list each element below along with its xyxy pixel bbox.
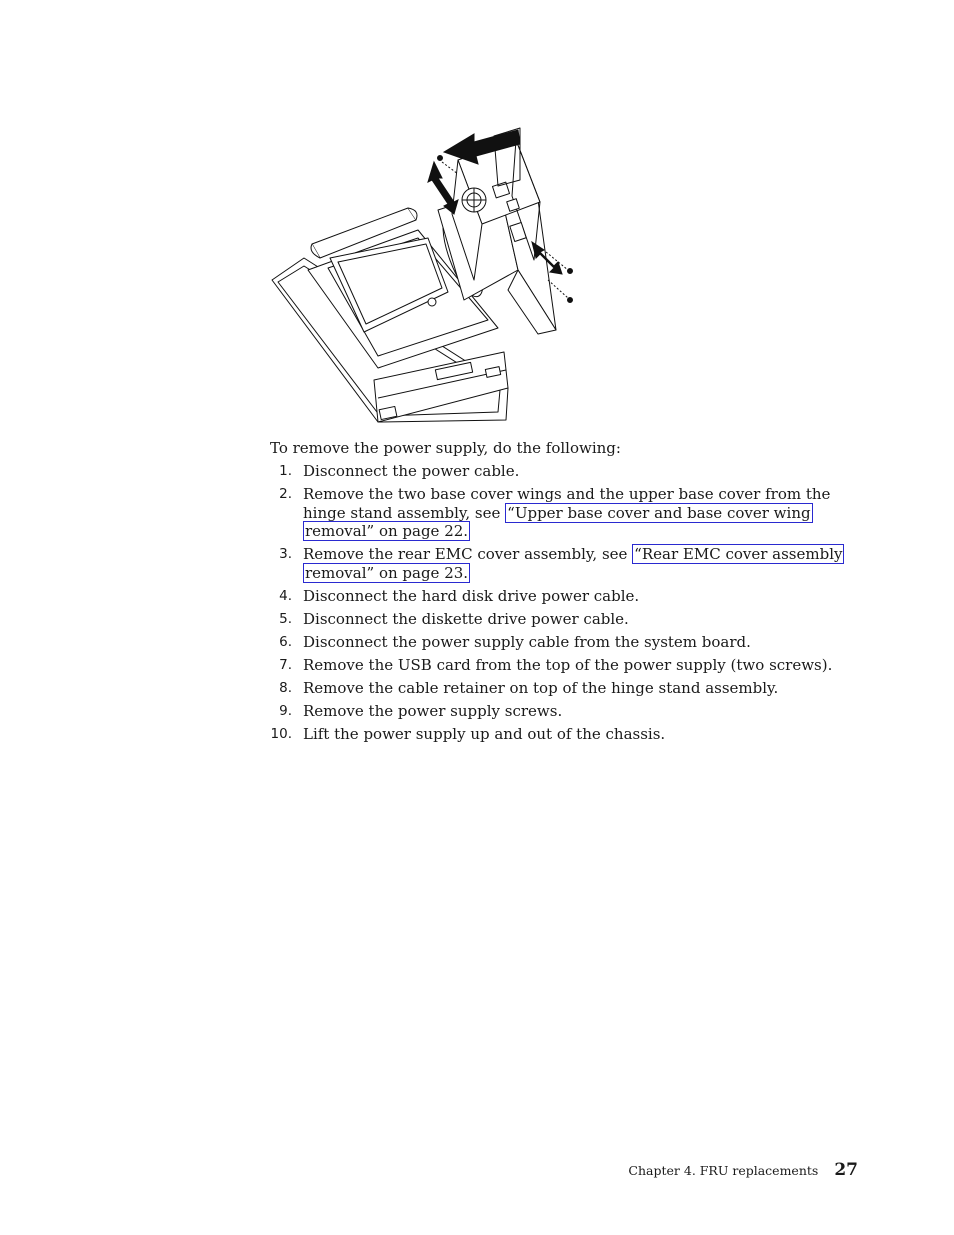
step-item	[270, 725, 870, 744]
power-supply-removal-illustration	[268, 120, 588, 438]
step-text-before-link: Remove the two base cover wings and the upper base cover from the hinge stand assembly, see	[303, 485, 831, 522]
step-text: Lift the power supply up and out of the chassis.	[303, 724, 666, 743]
page-number: 27	[834, 1160, 858, 1180]
step-item	[270, 633, 870, 652]
step-number: 1.	[279, 463, 292, 479]
xref-link-rear-emc-cover[interactable]: “Rear EMC cover assembly removal” on page 23.	[305, 545, 843, 582]
page-footer	[628, 1160, 858, 1180]
step-number: 10.	[270, 725, 292, 742]
footer-chapter-title: Chapter 4. FRU replacements	[628, 1163, 819, 1178]
step-item	[270, 679, 870, 698]
step-text: Disconnect the power supply cable from the system board.	[303, 632, 751, 651]
step-item	[270, 702, 870, 721]
step-text: Disconnect the diskette drive power cable.	[303, 609, 629, 628]
step-item	[270, 610, 870, 629]
screw	[568, 269, 573, 274]
step-item	[270, 462, 870, 481]
step-number: 9.	[279, 702, 292, 719]
xref-link-upper-base-cover[interactable]: “Upper base cover and base cover wing removal” on page 22.	[305, 503, 811, 540]
step-text: Disconnect the power cable.	[303, 462, 520, 480]
step-text: Disconnect the hard disk drive power cable.	[303, 586, 640, 605]
step-item	[270, 485, 870, 541]
step-number: 7.	[279, 656, 292, 673]
left-double-arrow	[428, 162, 458, 214]
step-number: 4.	[279, 587, 292, 604]
step-text: Remove the cable retainer on top of the hinge stand assembly.	[303, 678, 779, 697]
steps-list	[270, 462, 870, 748]
step-text-before-link: Remove the rear EMC cover assembly, see	[303, 545, 633, 563]
step-number: 6.	[279, 633, 292, 650]
step-text: Remove the USB card from the top of the power supply (two screws).	[303, 655, 833, 674]
screw	[568, 298, 573, 303]
step-number: 8.	[279, 679, 292, 696]
step-number: 3.	[279, 546, 292, 562]
step-number: 2.	[279, 486, 292, 502]
intro-text: To remove the power supply, do the following:	[270, 439, 621, 457]
step-text	[303, 545, 870, 582]
step-item	[270, 587, 870, 606]
step-text: Remove the power supply screws.	[303, 701, 563, 720]
screw	[438, 156, 443, 161]
step-text	[303, 485, 870, 541]
step-item	[270, 656, 870, 675]
step-item	[270, 545, 870, 582]
step-number: 5.	[279, 610, 292, 627]
